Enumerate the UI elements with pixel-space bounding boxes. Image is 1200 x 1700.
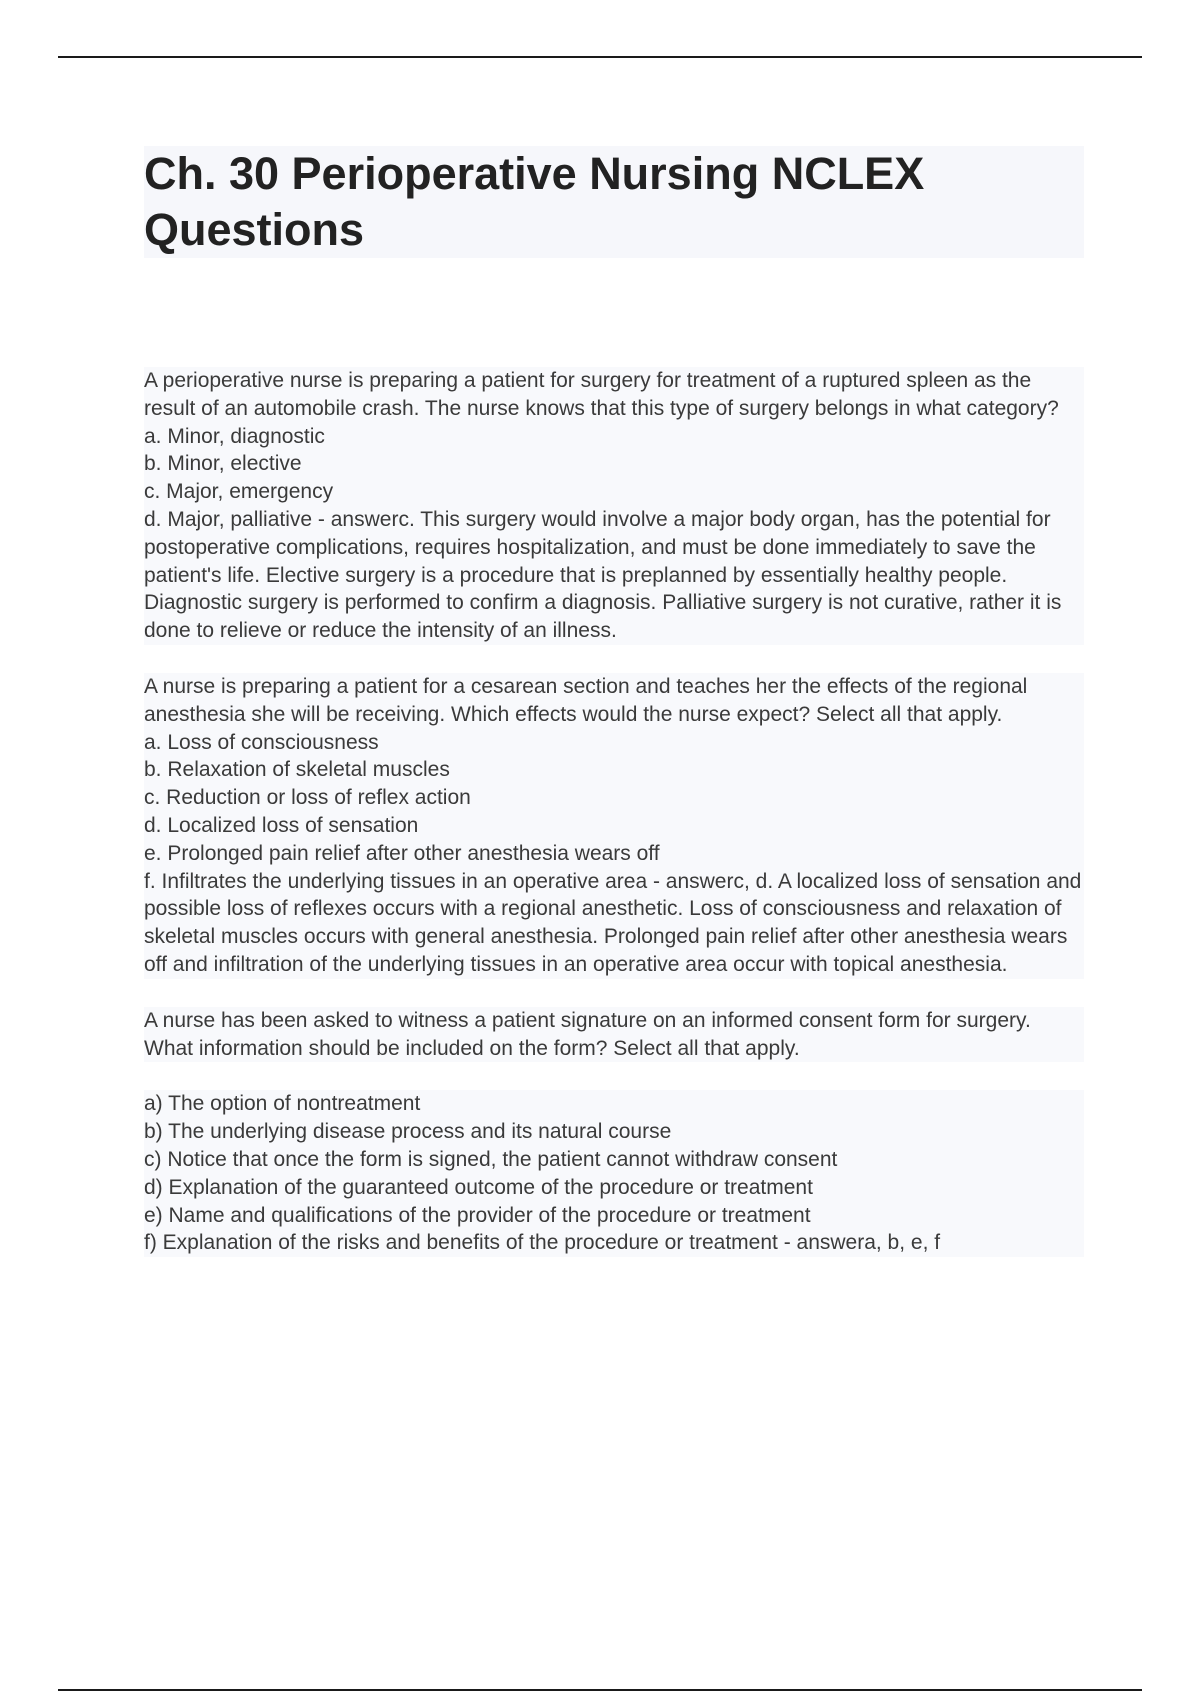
answer-option: d) Explanation of the guaranteed outcome of the procedure or treatment [144,1174,1084,1202]
question-stem: A perioperative nurse is preparing a patient for surgery for treatment of a ruptured spleen as the result of an automobile crash. The nurse knows that this type of surgery belongs in what category? [144,367,1084,423]
answer-option: c) Notice that once the form is signed, the patient cannot withdraw consent [144,1146,1084,1174]
question-stem: A nurse has been asked to witness a patient signature on an informed consent form for surgery. What information should be included on the form? Select all that apply. [144,1007,1084,1063]
answer-option: a) The option of nontreatment [144,1090,1084,1118]
questions-list [144,367,1084,1285]
question-stem: A nurse is preparing a patient for a cesarean section and teaches her the effects of the regional anesthesia she will be receiving. Which effects would the nurse expect? Select all that apply. [144,673,1084,729]
question-block [144,673,1084,979]
answer-option: c. Major, emergency [144,478,1084,506]
answer-option: b) The underlying disease process and its natural course [144,1118,1084,1146]
answer-option: d. Localized loss of sensation [144,812,1084,840]
question-block [144,1007,1084,1257]
page-title: Ch. 30 Perioperative Nursing NCLEX Questions [144,148,925,255]
answer-option: b. Minor, elective [144,450,1084,478]
answer-explanation: d. Major, palliative - answerc. This surgery would involve a major body organ, has the potential for postoperative complications, requires hospitalization, and must be done immediately to save the patient's life. Elective surgery is a procedure that is preplanned by essentially healthy people. Diagnostic surgery is performed to confirm a diagnosis. Palliative surgery is not curative, rather it is done to relieve or reduce the intensity of an illness. [144,506,1084,645]
answer-explanation: f. Infiltrates the underlying tissues in an operative area - answerc, d. A localized loss of sensation and possible loss of reflexes occurs with a regional anesthetic. Loss of consciousness and relaxation of skeletal muscles occurs with general anesthesia. Prolonged pain relief after other anesthesia wears off and infiltration of the underlying tissues in an operative area occur with topical anesthesia. [144,868,1084,979]
question-block [144,367,1084,645]
answer-option: e. Prolonged pain relief after other anesthesia wears off [144,840,1084,868]
title-block [144,146,1084,258]
footer-rule [58,1689,1142,1691]
answer-option: e) Name and qualifications of the provider of the procedure or treatment [144,1202,1084,1230]
answer-option: c. Reduction or loss of reflex action [144,784,1084,812]
answer-option: a. Loss of consciousness [144,729,1084,757]
header-rule [58,56,1142,58]
spacer [144,1062,1084,1090]
answer-explanation: f) Explanation of the risks and benefits of the procedure or treatment - answera, b, e, f [144,1229,1084,1257]
answer-option: a. Minor, diagnostic [144,423,1084,451]
answer-option: b. Relaxation of skeletal muscles [144,756,1084,784]
